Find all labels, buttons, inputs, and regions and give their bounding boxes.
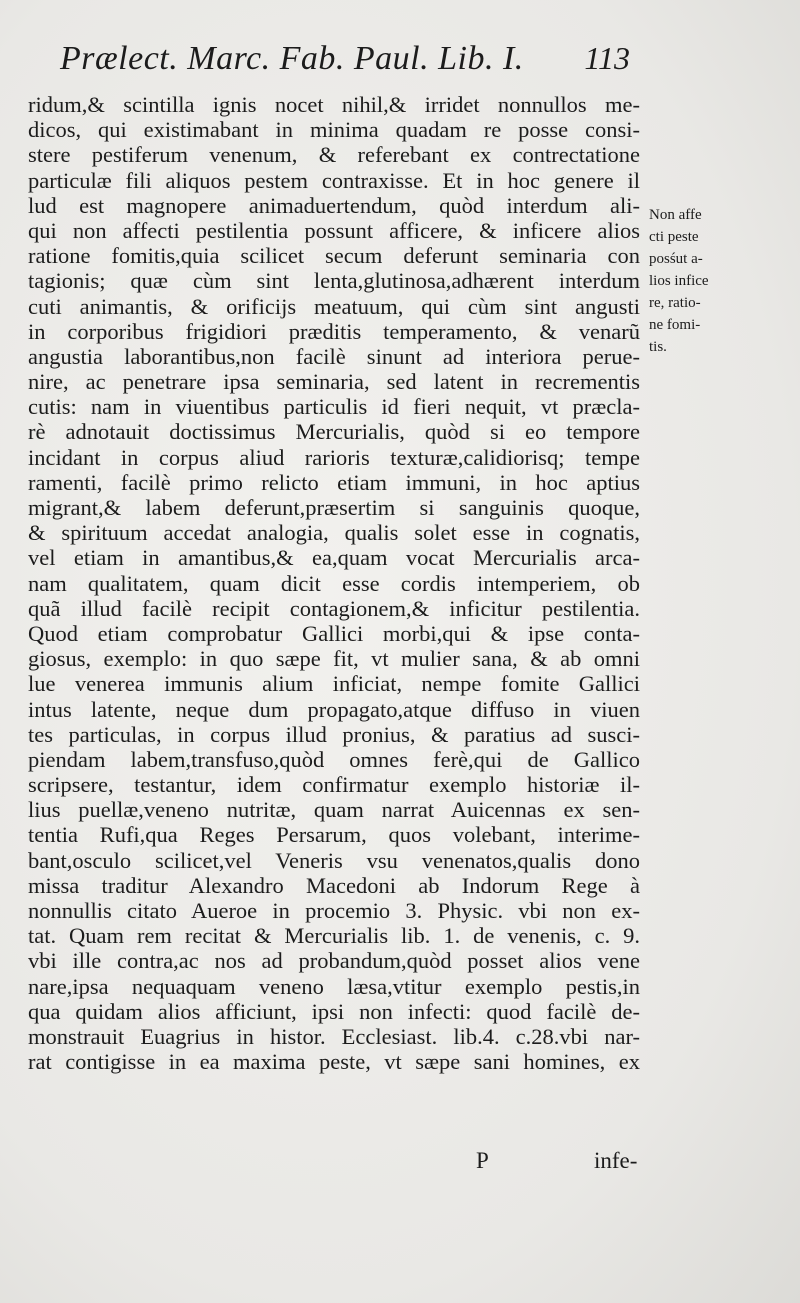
margin-note xyxy=(649,204,739,358)
running-title: Prælect. Marc. Fab. Paul. Lib. I. xyxy=(60,40,524,77)
text-line: particulæ fili aliquos pestem contraxisse. Et in hoc genere il xyxy=(28,167,640,193)
text-line: & spirituum accedat analogia, qualis solet esse in cognatis, xyxy=(28,520,640,546)
margin-note-line: lios infice xyxy=(649,273,709,289)
text-line: giosus, exemplo: in quo sæpe fit, vt mulier sana, & ab omni xyxy=(28,646,640,672)
signature-mark: P xyxy=(476,1148,489,1173)
text-line: qua quidam alios afficiunt, ipsi non infecti: quod facilè de- xyxy=(28,998,640,1024)
margin-note-line: re, ratio- xyxy=(649,295,701,311)
text-line: incidant in corpus aliud rarioris texturæ,calidiorisq; tempe xyxy=(28,444,640,470)
text-line: quã illud facilè recipit contagionem,& inficitur pestilentia. xyxy=(28,595,640,621)
text-line: lius puellæ,veneno nutritæ, quam narrat Auicennas ex sen- xyxy=(28,797,640,823)
text-line: rat contigisse in ea maxima peste, vt sæpe sani homines, ex xyxy=(28,1049,640,1075)
margin-note-line: Non affe xyxy=(649,207,702,223)
text-line: lud est magnopere animaduertendum, quòd interdum ali- xyxy=(28,192,640,218)
text-line: angustia laborantibus,non facilè sinunt ad interiora perue- xyxy=(28,343,640,369)
text-line: cutis: nam in viuentibus particulis id fieri nequit, vt præcla- xyxy=(28,394,640,420)
text-line: lue venerea immunis alium inficiat, nempe fomite Gallici xyxy=(28,671,640,697)
text-line: ratione fomitis,quia scilicet secum deferunt seminaria con xyxy=(28,243,640,269)
text-line: cuti animantis, & orificijs meatuum, qui cùm sint angusti xyxy=(28,293,640,319)
text-line: nonnullis citato Aueroe in procemio 3. Physic. vbi non ex- xyxy=(28,898,640,923)
text-line: in corporibus frigidiori præditis temperamento, & venarũ xyxy=(28,318,640,344)
text-line: qui non affecti pestilentia possunt afficere, & inficere alios xyxy=(28,217,640,243)
text-line: tat. Quam rem recitat & Mercurialis lib. 1. de venenis, c. 9. xyxy=(28,923,640,949)
body-text xyxy=(28,92,640,1074)
text-line: tentia Rufi,qua Reges Persarum, quos volebant, interime- xyxy=(28,822,640,848)
text-line: Quod etiam comprobatur Gallici morbi,qui & ipse conta- xyxy=(28,620,640,646)
text-line: missa traditur Alexandro Macedoni ab Indorum Rege à xyxy=(28,872,640,898)
text-line: intus latente, neque dum propagato,atque diffuso in viuen xyxy=(28,696,640,722)
margin-note-line: tis. xyxy=(649,339,667,355)
text-line: stere pestiferum venenum, & referebant ex contrectatione xyxy=(28,142,640,168)
text-line: bant,osculo scilicet,vel Veneris vsu venenatos,qualis dono xyxy=(28,847,640,873)
text-line: migrant,& labem deferunt,præsertim si sanguinis quoque, xyxy=(28,495,640,520)
text-line: ramenti, facilè primo relicto etiam immuni, in hoc aptius xyxy=(28,469,640,495)
text-line: piendam labem,transfuso,quòd omnes ferè,qui de Gallico xyxy=(28,746,640,772)
text-line: tes particulas, in corpus illud pronius, & paratius ad susci- xyxy=(28,721,640,747)
text-line: vel etiam in amantibus,& ea,quam vocat Mercurialis arca- xyxy=(28,545,640,571)
text-line: vbi ille contra,ac nos ad probandum,quòd posset alios vene xyxy=(28,948,640,974)
text-line: monstrauit Euagrius in histor. Ecclesiast. lib.4. c.28.vbi nar- xyxy=(28,1023,640,1049)
catchword: infe- xyxy=(594,1148,638,1173)
page-header xyxy=(60,40,640,78)
text-line: nam qualitatem, quam dicit esse cordis intemperiem, ob xyxy=(28,570,640,596)
text-line: nire, ac penetrare ipsa seminaria, sed latent in recrementis xyxy=(28,369,640,395)
text-line: rè adnotauit doctissimus Mercurialis, quòd si eo tempore xyxy=(28,419,640,445)
text-line: ridum,& scintilla ignis nocet nihil,& irridet nonnullos me- xyxy=(28,92,640,117)
catchline xyxy=(28,1148,640,1174)
text-line: dicos, qui existimabant in minima quadam re posse consi- xyxy=(28,117,640,143)
text-line: nare,ipsa nequaquam veneno læsa,vtitur exemplo pestis,in xyxy=(28,973,640,999)
text-line: tagionis; quæ cùm sint lenta,glutinosa,adhærent interdum xyxy=(28,268,640,294)
margin-note-line: cti peste xyxy=(649,229,699,245)
page-number: 113 xyxy=(584,40,630,76)
margin-note-line: posśut a- xyxy=(649,251,703,267)
margin-note-line: ne fomi- xyxy=(649,317,701,333)
text-line: scripsere, testantur, idem confirmatur exemplo historiæ il- xyxy=(28,772,640,798)
